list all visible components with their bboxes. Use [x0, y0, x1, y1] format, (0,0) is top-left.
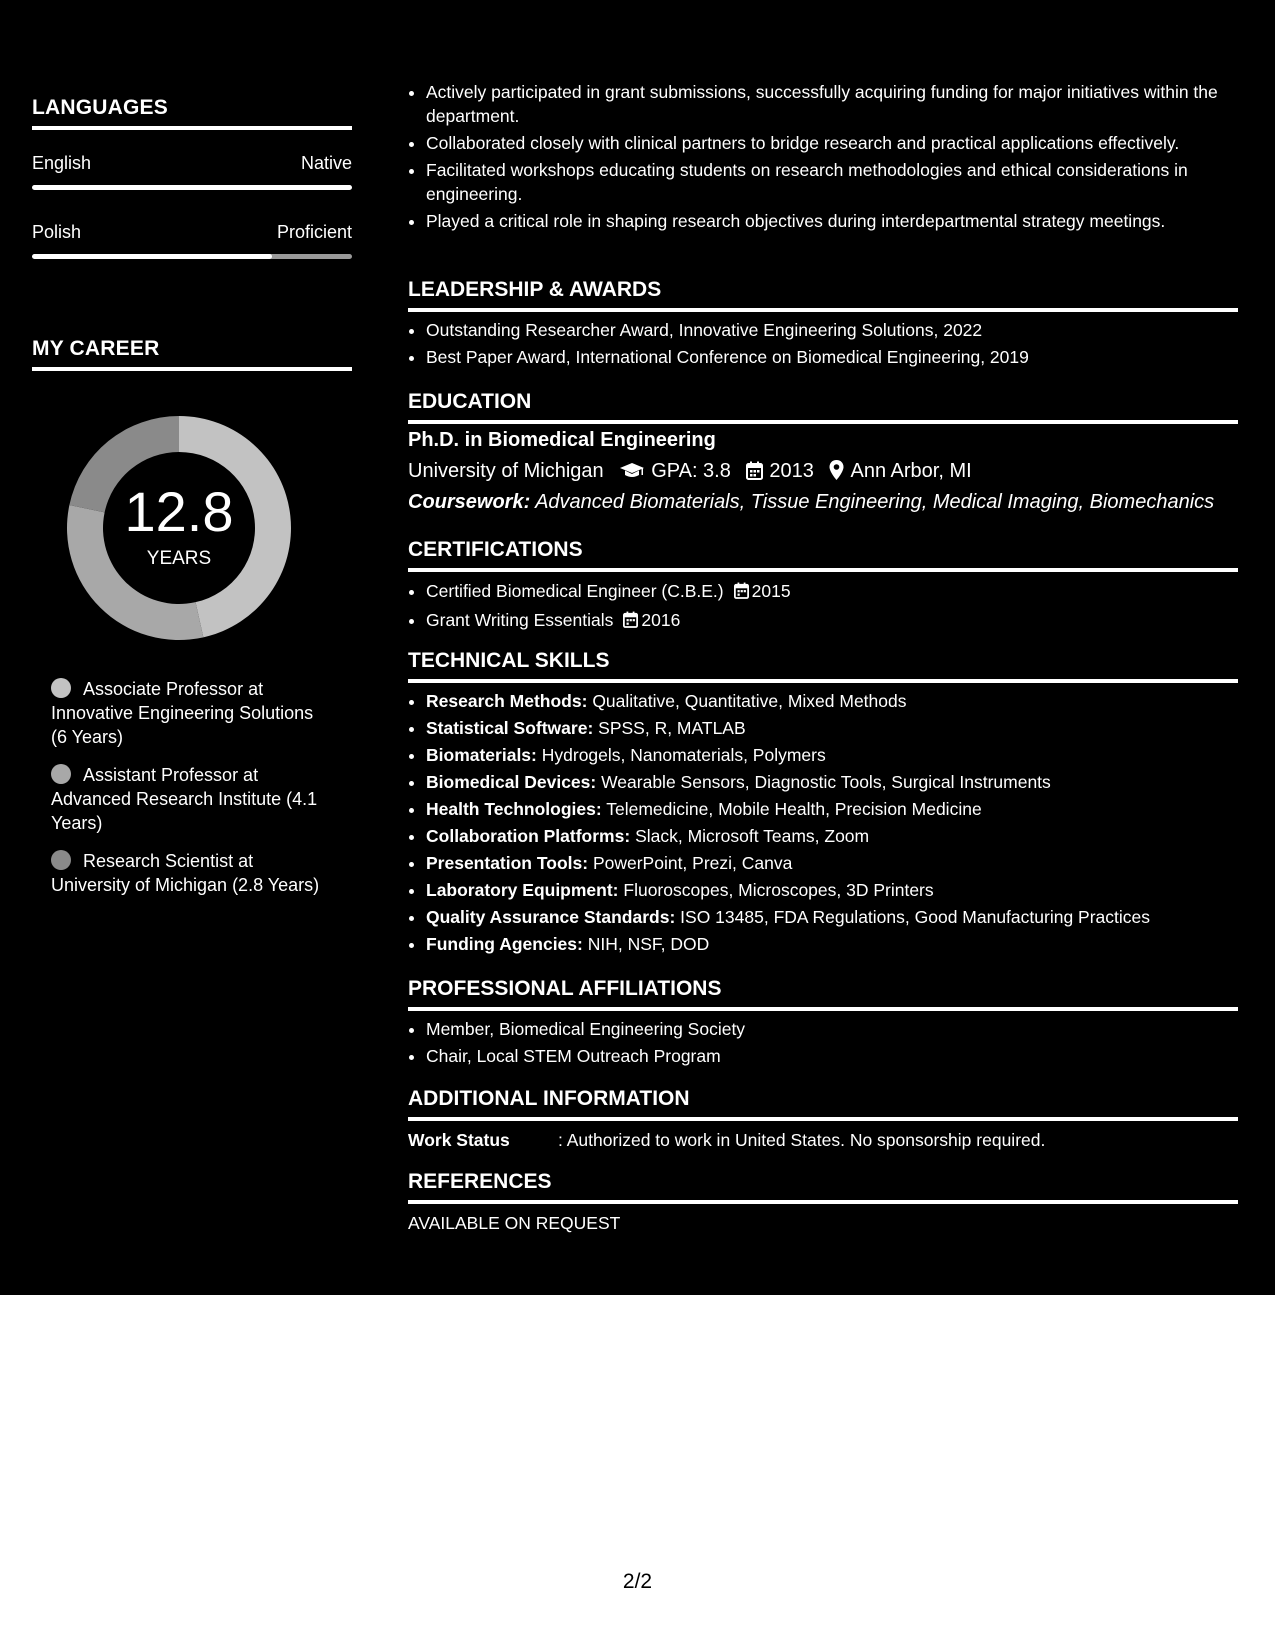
- list-item: • Member, Biomedical Engineering Society: [426, 1017, 1256, 1041]
- list-item: [426, 824, 1256, 848]
- awards-heading: LEADERSHIP & AWARDS: [408, 278, 1238, 312]
- languages-heading: LANGUAGES: [32, 96, 352, 130]
- calendar-icon: [623, 610, 638, 634]
- awards-list: [408, 318, 1256, 372]
- skill-value: PowerPoint, Prezi, Canva: [592, 853, 793, 873]
- affiliations-heading: PROFESSIONAL AFFILIATIONS: [408, 977, 1238, 1011]
- calendar-icon: [746, 461, 763, 486]
- career-item-text: Research Scientist at University of Michigan (2.8 Years): [51, 851, 320, 895]
- language-bar-fill: [32, 185, 352, 190]
- certification-year: 2015: [751, 581, 791, 601]
- education-school: University of Michigan: [408, 460, 604, 482]
- list-item: • Actively participated in grant submissions, successfully acquiring funding for major initiatives within the department.: [426, 80, 1256, 128]
- skill-label: Health Technologies:: [426, 799, 602, 819]
- list-item: [426, 608, 1256, 634]
- list-item: [426, 905, 1256, 929]
- list-item: • Collaborated closely with clinical partners to bridge research and practical applications effectively.: [426, 131, 1256, 155]
- coursework-value: Advanced Biomaterials, Tissue Engineering, Medical Imaging, Biomechanics: [535, 491, 1215, 513]
- work-status-value: : Authorized to work in United States. No sponsorship required.: [558, 1130, 1046, 1150]
- certification-year: 2016: [641, 610, 681, 630]
- skill-label: Biomaterials:: [426, 745, 537, 765]
- location-pin-icon: [829, 460, 844, 486]
- career-dot-icon: [51, 850, 71, 870]
- skill-value: Wearable Sensors, Diagnostic Tools, Surgical Instruments: [601, 772, 1051, 792]
- skill-label: Collaboration Platforms:: [426, 826, 631, 846]
- list-item: • Facilitated workshops educating students on research methodologies and ethical considerations in engineering.: [426, 158, 1256, 206]
- calendar-icon: [734, 581, 749, 605]
- language-level: Native: [300, 153, 352, 173]
- graduation-cap-icon: [619, 462, 645, 486]
- education-location: Ann Arbor, MI: [850, 460, 972, 482]
- work-status-label: Work Status: [408, 1130, 510, 1150]
- list-item: [426, 743, 1256, 767]
- certification-name: Grant Writing Essentials: [426, 610, 614, 630]
- career-dot-icon: [51, 764, 71, 784]
- list-item: [426, 716, 1256, 740]
- work-status: [408, 1130, 1045, 1151]
- list-item: [426, 689, 1256, 713]
- list-item: • Played a critical role in shaping research objectives during interdepartmental strategy meetings.: [426, 209, 1256, 233]
- certification-name: Certified Biomedical Engineer (C.B.E.): [426, 581, 724, 601]
- skill-value: Hydrogels, Nanomaterials, Polymers: [541, 745, 826, 765]
- language-bar: [32, 254, 352, 259]
- skill-label: Laboratory Equipment:: [426, 880, 619, 900]
- list-item: [426, 878, 1256, 902]
- list-item: • Chair, Local STEM Outreach Program: [426, 1044, 1256, 1068]
- education-coursework: [408, 491, 1214, 514]
- career-item-text: Assistant Professor at Advanced Research Institute (4.1 Years): [51, 765, 318, 833]
- list-item: • Outstanding Researcher Award, Innovative Engineering Solutions, 2022: [426, 318, 1256, 342]
- education-gpa: GPA: 3.8: [651, 460, 731, 482]
- skills-heading: TECHNICAL SKILLS: [408, 649, 1238, 683]
- language-bar: [32, 185, 352, 190]
- list-item: [426, 770, 1256, 794]
- skill-value: ISO 13485, FDA Regulations, Good Manufacturing Practices: [680, 907, 1151, 927]
- career-item: [51, 677, 321, 749]
- coursework-label: Coursework:: [408, 491, 531, 513]
- list-item: [426, 851, 1256, 875]
- career-heading: MY CAREER: [32, 337, 352, 371]
- list-item: [426, 797, 1256, 821]
- education-year: 2013: [769, 460, 814, 482]
- skills-list: [408, 689, 1256, 959]
- skill-value: Fluoroscopes, Microscopes, 3D Printers: [623, 880, 934, 900]
- education-degree: Ph.D. in Biomedical Engineering: [408, 429, 716, 451]
- list-item: [426, 932, 1256, 956]
- language-bar-fill: [32, 254, 272, 259]
- skill-label: Presentation Tools:: [426, 853, 589, 873]
- skill-label: Biomedical Devices:: [426, 772, 597, 792]
- skill-value: Telemedicine, Mobile Health, Precision Medicine: [606, 799, 982, 819]
- language-level: Proficient: [276, 222, 352, 242]
- references-text: AVAILABLE ON REQUEST: [408, 1213, 621, 1233]
- career-item: [51, 763, 321, 835]
- list-item: [426, 579, 1256, 605]
- skill-label: Quality Assurance Standards:: [426, 907, 676, 927]
- skill-value: NIH, NSF, DOD: [587, 934, 710, 954]
- skill-value: Qualitative, Quantitative, Mixed Methods: [592, 691, 907, 711]
- additional-info-heading: ADDITIONAL INFORMATION: [408, 1087, 1238, 1121]
- skill-value: SPSS, R, MATLAB: [598, 718, 746, 738]
- certifications-heading: CERTIFICATIONS: [408, 538, 1238, 572]
- experience-bullets: [408, 80, 1256, 236]
- language-name: Polish: [32, 222, 82, 242]
- career-dot-icon: [51, 678, 71, 698]
- references-heading: REFERENCES: [408, 1170, 1238, 1204]
- skill-label: Funding Agencies:: [426, 934, 583, 954]
- page-number: 2/2: [622, 1570, 653, 1593]
- skill-value: Slack, Microsoft Teams, Zoom: [635, 826, 870, 846]
- skill-label: Statistical Software:: [426, 718, 594, 738]
- list-item: • Best Paper Award, International Conference on Biomedical Engineering, 2019: [426, 345, 1256, 369]
- career-item-text: Associate Professor at Innovative Engineering Solutions (6 Years): [51, 679, 314, 747]
- career-total-years: 12.8: [124, 480, 234, 543]
- language-name: English: [32, 153, 92, 173]
- affiliations-list: [408, 1017, 1256, 1071]
- education-details: [408, 460, 972, 486]
- certifications-list: [408, 579, 1256, 637]
- career-item: [51, 849, 321, 897]
- skill-label: Research Methods:: [426, 691, 588, 711]
- career-total-unit: YEARS: [146, 548, 212, 569]
- education-heading: EDUCATION: [408, 390, 1238, 424]
